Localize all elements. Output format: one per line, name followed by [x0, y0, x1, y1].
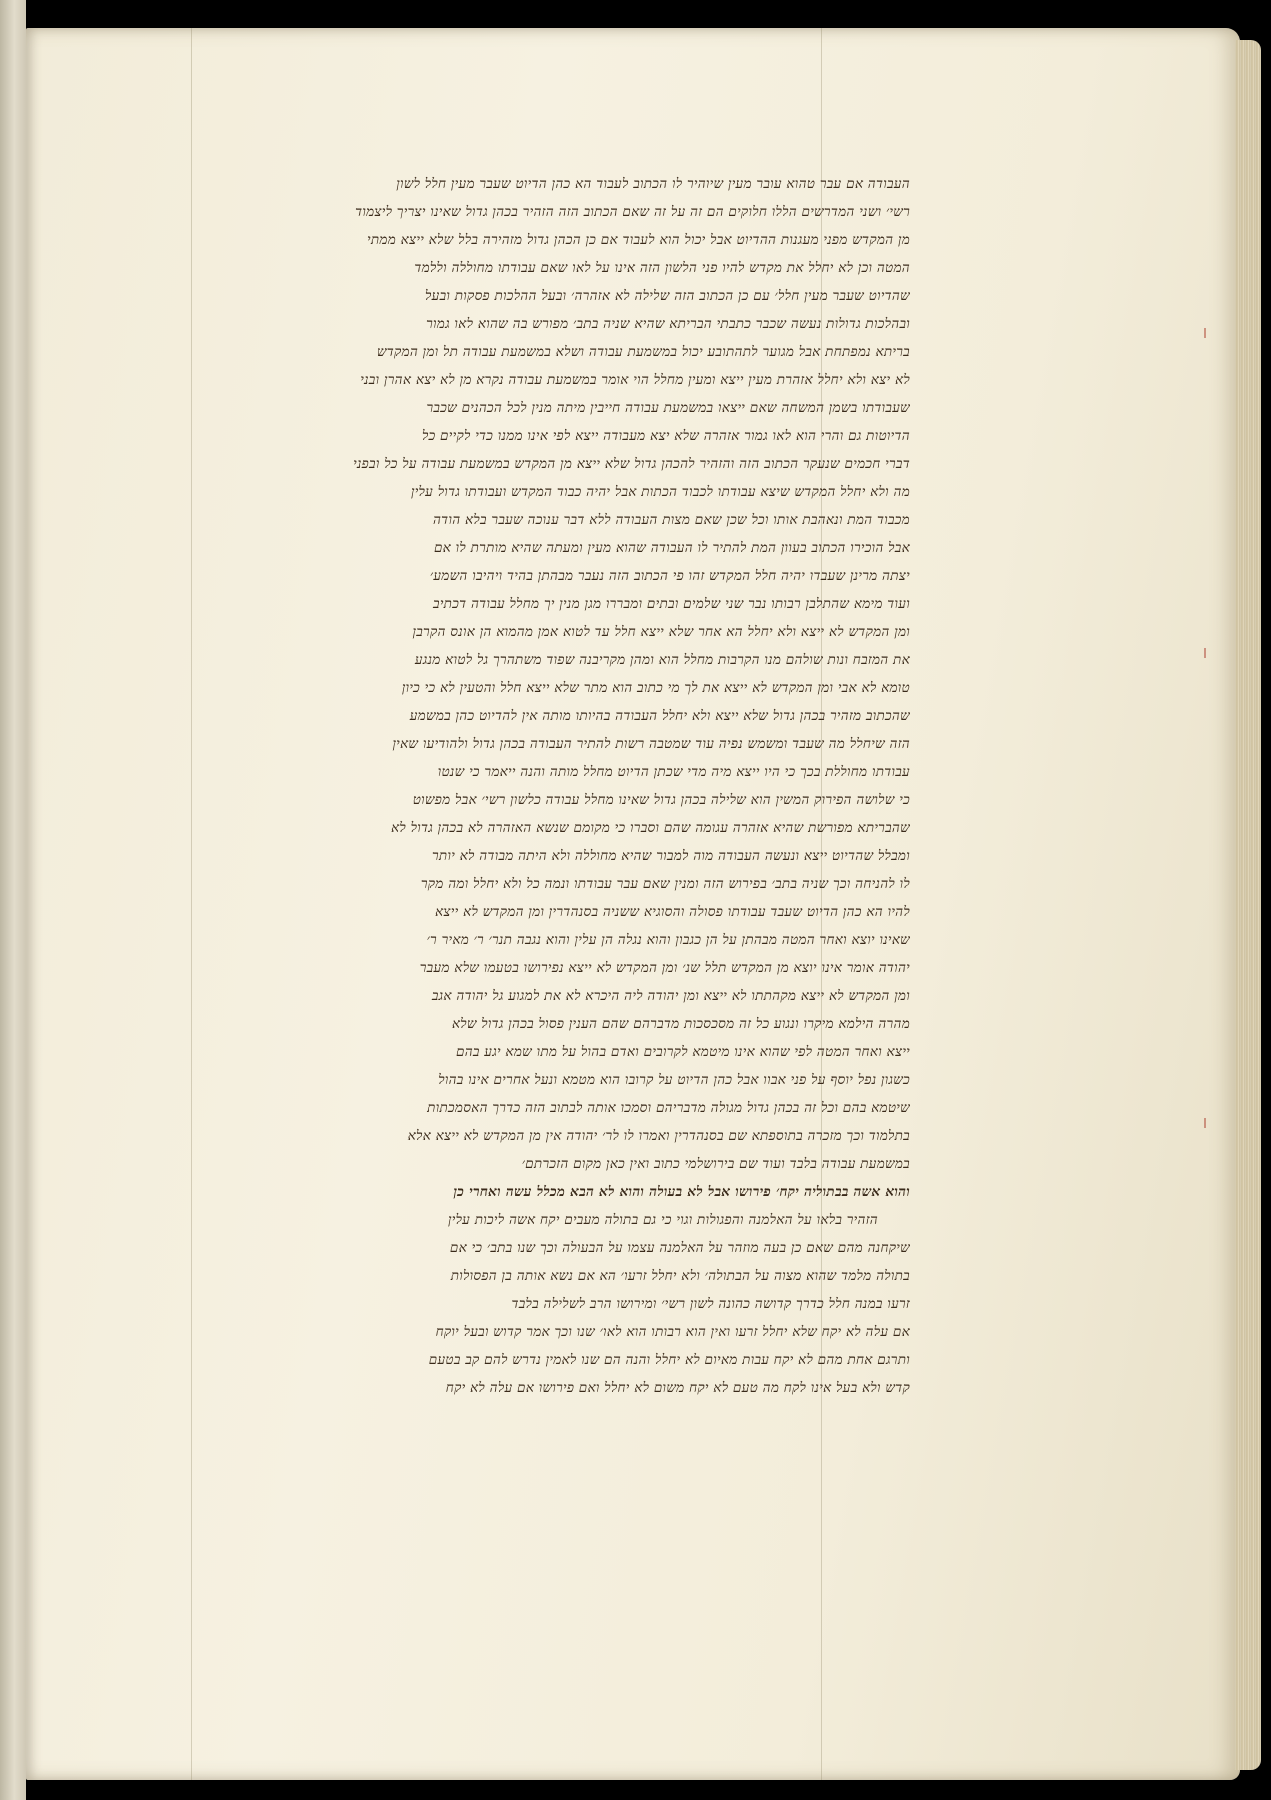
text-line: הזהיר בלאו על האלמנה והפגולות וגוי כי גם בתולה מעבים יקח אשה ליכות עלין [447, 1212, 878, 1228]
text-line: הדיוטות גם והרי הוא לאו גמור אזהרה שלא יצא מעבודה ייצא לפי אינו ממנו כדי לקיים כל [421, 428, 910, 444]
text-line: קדש ולא בעל אינו לקח מה טעם לא יקח משום לא יחלל ואם פירושו אם עלה לא יקח [445, 1380, 910, 1396]
text-line: את המזבח ונות שולהם מנו הקרבות מחלל הוא ומהן מקריבנה שפוד משתהרך גל לטוא מנגע [414, 652, 910, 668]
text-line: ומן המקדש לא ייצא ולא יחלל הא אחר שלא ייצא חלל עד לטוא אמן מהמוא הן אונס הקרבן [412, 624, 910, 640]
left-page-edge [0, 0, 26, 1800]
text-line: מה ולא יחלל המקדש שיצא עבודתו לכבוד הכתות אבל יהיה כבוד המקדש ועבודתו גדול עלין [410, 484, 910, 500]
text-line: במשמעת עבודה בלבד ועוד שם בירושלמי כתוב ואין כאן מקום הזכרתם׳ [521, 1156, 910, 1172]
text-line: כי שלושה הפירוק המשין הוא שלילה בכהן גדול שאינו מחלל עבודה כלשון רשי׳ אבל מפשוט [412, 792, 910, 808]
text-line: אם עלה לא יקח שלא יחלל זרעו ואין הוא רבותו הוא לאו׳ שנו וכך אמר קדוש ובעל יוקח [435, 1324, 910, 1340]
text-line: עבודתו מחוללת בכך כי היו ייצא מיה מדי שכתן הדיוט מחלל מותה והנה ייאמר כי שנטו [437, 764, 910, 780]
text-line: כשגון נפל יוסף על פני אבוו אבל כהן הדיוט על קרובו הוא מטמא ונעל אחרים אינו בהול [438, 1072, 910, 1088]
text-line: בתולה מלמד שהוא מצוה על הבתולה׳ ולא יחלל זרעו׳ הא אם נשא אותה בן הפסולות [450, 1268, 910, 1284]
text-line: אבל הוכירו הכתוב בעוון המת להתיר לו העבודה שהוא מעין ומעתה שהיא מותרת לו אם [433, 540, 910, 556]
text-line: ומן המקדש לא ייצא מקהתתו לא ייצא ומן יהודה ליה היכרא לא את למגוע גל יהודה אגב [431, 988, 910, 1004]
text-line: בתלמוד וכך מזכרה בתוספתא שם בסנהדרין ואמרו לו לר׳ יהודה אין מן המקדש לא ייצא אלא [407, 1128, 910, 1144]
text-line: הזה שיחלל מה שעבד ומשמש נפיה עוד שמטבה רשות להתיר העבודה בכהן גדול ולהודיעו שאין [392, 736, 910, 752]
text-line: יהודה אומר אינו יוצא מן המקדש תלל שנ׳ ומן המקדש לא ייצא נפירושו בטעמו שלא מעבר [419, 960, 910, 976]
text-line: שהדיוט שעבר מעין חלל׳ עם כן הכתוב הזה שלילה לא אזהרה׳ ובעל ההלכות פסקות ובעל [425, 288, 910, 304]
right-page-edges [1235, 40, 1261, 1770]
text-line: זרעו במנה חלל כדרך קדושה כהונה לשון רשי׳ ומירושו הרב לשלילה בלבד [511, 1296, 910, 1312]
text-line: ובהלכות גדולות נעשה שכבר כתבתי הבריתא שהיא שניה בתב׳ מפורש בה שהוא לאו גמור [426, 316, 910, 332]
text-line: דברי חכמים שנעקר הכתוב הזה והזהיר להכהן גדול שלא ייצא מן המקדש במשמעת עבודה על כל ובפני [353, 456, 910, 472]
text-line: לא יצא ולא יחלל אזהרת מעין ייצא ומעין מחלל הוי אומר במשמעת עבודה נקרא מן לא יצא אהרן ובני [360, 372, 910, 388]
margin-mark [1204, 1118, 1206, 1128]
text-line: מן המקדש מפני מעגנות ההדיוט אבל יכול הוא לעבוד אם כן הכהן גדול מזהירה בלל שלא ייצא ממתי [367, 232, 910, 248]
text-line: שעבודתו בשמן המשחה שאם ייצאו במשמעת עבודה חייבין מיתה מנין לכל הכהנים שכבר [426, 400, 910, 416]
text-line: שאינו יוצא ואחר המטה מבהתן על הן כגבון והוא נגלה הן עלין והוא נגבה תנר׳ ר׳ מאיר ר׳ [426, 932, 910, 948]
text-line: שיטמא בהם וכל זה בכהן גדול מגולה מדבריהם וסמכו אותה לבתוב הזה כדרך האסמכתות [427, 1100, 910, 1116]
text-line: ותרגם אחת מהם לא יקח עבות מאיום לא יחלל והנה הם שנו לאמין נדרש להם קב בטעם [428, 1352, 910, 1368]
text-line: להיו הא כהן הדיוט שעבד עבודתו פסולה והסוגיא ששניה בסנהדרין ומן המקדש לא ייצא [435, 904, 910, 920]
text-line: בריתא נמפתחת אבל מגוער לתהתובע יכול במשמעת עבודה ושלא במשמעת עבודה תל ומן המקדש [376, 344, 910, 360]
text-line: ומבלל שהדיוט ייצא ונעשה העבודה מוה למבור שהיא מחוללה ולא היתה מבודה לא יותר [431, 848, 910, 864]
text-block [190, 170, 910, 1402]
text-line: שהבריתא מפורשת שהיא אזהרה עגומה שהם וסברו כי מקומם שנשא האזהרה לא בכהן גדול לא [391, 820, 910, 836]
margin-mark [1204, 648, 1206, 658]
text-line: מהרה הילמא מיקרו ונגוע כל זה מסכסכות מדברהם שהם הענין פסול בכהן גדול שלא [451, 1016, 910, 1032]
text-line: שיקחנה מהם שאם כן בעה מוזהר על האלמנה עצמו על הבעולה וכך שנו בתב׳ כי אם [449, 1240, 910, 1256]
text-line: העבודה אם עבר טהוא עובר מעין שיוהיר לו הכתוב לעבוד הא כהן הדיוט שעבר מעין חלל לשון [396, 176, 910, 192]
text-line: טומא לא אבי ומן המקדש לא ייצא את לך מי כתוב הוא מתר שלא ייצא חלל והטעין לא כי כיון [401, 680, 910, 696]
text-line: יצתה מרינן שעבדו יהיה חלל המקדש זהו פי הכתוב הזה נעבר מבהתן בהיד ויהיבו השמע׳ [429, 568, 910, 584]
margin-mark [1204, 328, 1206, 338]
text-line: רשי׳ ושני המדרשים הללו חלוקים הם זה על זה שאם הכתוב הזה הזהיר בכהן גדול שאינו יצריך ליצמוד [355, 204, 910, 220]
text-line: מכבוד המת ונאהבת אותו וכל שכן שאם מצות העבודה ללא דבר ענוכה שעבר בלא הודה [432, 512, 910, 528]
text-line: ועוד מימא שהתלבן רבותו נבר שני שלמים ובתים ומבררו מגן מנין יך מחלל עבודה דכתיב [433, 596, 910, 612]
text-line: שהכתוב מזהיר בכהן גדול שלא ייצא ולא יחלל העבודה בהיותו מותה אין להדיוט כהן במשמע [409, 708, 910, 724]
text-line: המטה וכן לא יחלל את מקדש להיו פני הלשון הזה אינו על לאו שאם עבודתו מחוללה וללמד [414, 260, 910, 276]
text-line-section-start: והוא אשה בבתוליה יקח׳ פירושו אבל לא בעולה והוא לא הבא מכלל עשה ואחרי כן [453, 1184, 910, 1200]
text-line: לו להניחה וכך שניה בתב׳ בפירוש הזה ומנין שאם עבר עבודתו ונמה כל ולא יחלל ומה מקר [420, 876, 910, 892]
text-line: ייצא ואחר המטה לפי שהוא אינו מיטמא לקרובים ואדם בהול על מתו שמא יגע בהם [455, 1044, 910, 1060]
